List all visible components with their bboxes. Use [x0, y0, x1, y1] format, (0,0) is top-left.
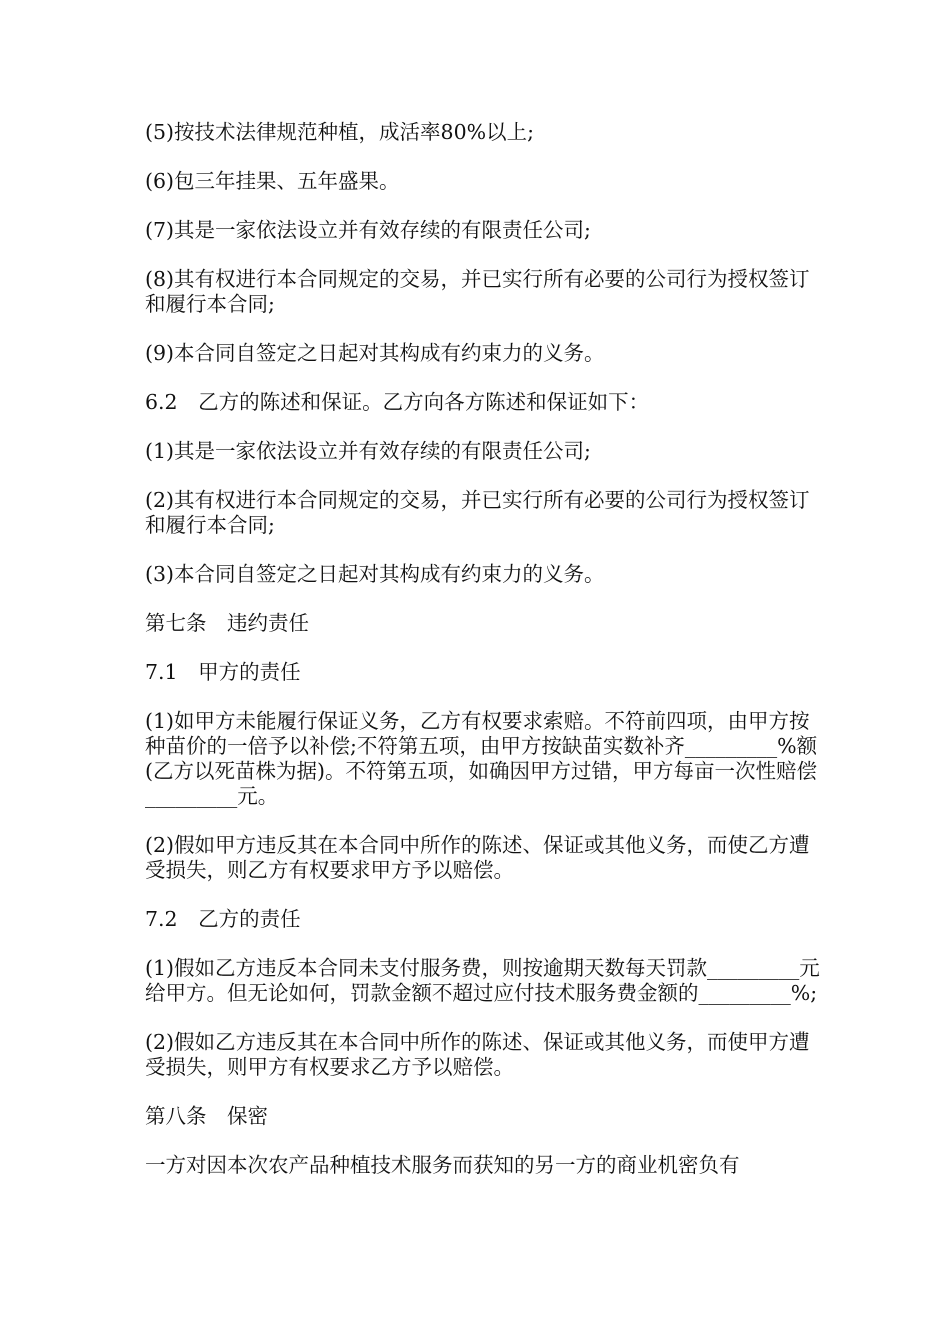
- clause-6-1-item-5: (5)按技术法律规范种植，成活率80%以上;: [145, 120, 535, 144]
- clause-6-1-item-8: (8)其有权进行本合同规定的交易，并已实行所有必要的公司行为授权签订和履行本合同;: [145, 267, 810, 316]
- clause-7-1-heading: 7.1 甲方的责任: [145, 660, 301, 684]
- clause-6-1-item-7: (7)其是一家依法设立并有效存续的有限责任公司;: [145, 218, 591, 242]
- clause-6-2-heading: 6.2 乙方的陈述和保证。乙方向各方陈述和保证如下：: [145, 390, 650, 414]
- clause-6-2-item-2: (2)其有权进行本合同规定的交易，并已实行所有必要的公司行为授权签订和履行本合同;: [145, 488, 810, 537]
- clause-6-2-item-3: (3)本合同自签定之日起对其构成有约束力的义务。: [145, 562, 605, 586]
- clause-6-1-item-6: (6)包三年挂果、五年盛果。: [145, 169, 400, 193]
- clause-7-2-heading: 7.2 乙方的责任: [145, 907, 301, 931]
- article-8-body: 一方对因本次农产品种植技术服务而获知的另一方的商业机密负有: [145, 1153, 740, 1177]
- clause-6-1-item-9: (9)本合同自签定之日起对其构成有约束力的义务。: [145, 341, 605, 365]
- clause-6-2-item-1: (1)其是一家依法设立并有效存续的有限责任公司;: [145, 439, 591, 463]
- clause-7-2-item-2: (2)假如乙方违反其在本合同中所作的陈述、保证或其他义务，而使甲方遭受损失，则甲方有权要求乙方予以赔偿。: [145, 1030, 810, 1079]
- article-8-heading: 第八条 保密: [145, 1104, 268, 1128]
- clause-7-1-item-1: (1)如甲方未能履行保证义务，乙方有权要求索赔。不符前四项，由甲方按种苗价的一倍予以补偿;不符第五项，由甲方按缺苗实数补齐_________%额(乙方以死苗株为据)。不符第五项，如确因甲方过错，甲方每亩一次性赔偿_________元。: [145, 709, 818, 808]
- clause-7-2-item-1: (1)假如乙方违反本合同未支付服务费，则按逾期天数每天罚款_________元给甲方。但无论如何，罚款金额不超过应付技术服务费金额的_________%;: [145, 956, 820, 1005]
- document-body: [145, 120, 825, 1202]
- article-7-heading: 第七条 违约责任: [145, 611, 309, 635]
- clause-7-1-item-2: (2)假如甲方违反其在本合同中所作的陈述、保证或其他义务，而使乙方遭受损失，则乙方有权要求甲方予以赔偿。: [145, 833, 810, 882]
